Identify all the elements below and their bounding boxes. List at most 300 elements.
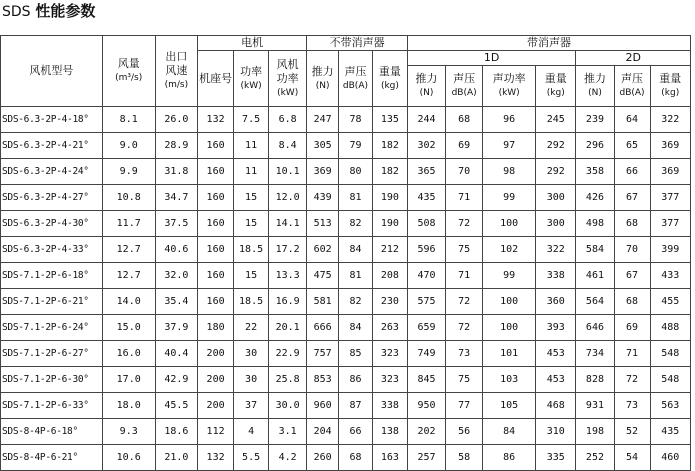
value-cell: 26.0 [155, 107, 197, 133]
value-cell: 8.4 [269, 133, 307, 159]
value-cell: 84 [339, 315, 373, 341]
value-cell: 10.1 [269, 159, 307, 185]
table-row [1, 341, 691, 367]
value-cell: 99 [483, 263, 536, 289]
value-cell: 58 [446, 445, 483, 471]
value-cell: 9.3 [102, 419, 155, 445]
model-cell: SDS-7.1-2P-6-27° [1, 341, 103, 367]
value-cell: 160 [198, 289, 234, 315]
model-cell: SDS-7.1-2P-6-21° [1, 289, 103, 315]
value-cell: 734 [576, 341, 614, 367]
value-cell: 190 [372, 211, 407, 237]
header-1d-label: 1D [483, 51, 500, 64]
value-cell: 18.5 [234, 289, 269, 315]
value-cell: 12.7 [102, 263, 155, 289]
value-cell: 9.0 [102, 133, 155, 159]
value-cell: 358 [576, 159, 614, 185]
value-cell: 310 [536, 419, 576, 445]
value-cell: 25.8 [269, 367, 307, 393]
value-cell: 32.0 [155, 263, 197, 289]
value-cell: 81 [339, 263, 373, 289]
header-power-unit: (kW) [240, 80, 262, 91]
header-1d-sound-unit: dB(A) [451, 88, 477, 98]
header-model [1, 36, 103, 107]
header-2d-weight-label: 重量 [659, 72, 682, 85]
table-row [1, 263, 691, 289]
value-cell: 602 [307, 237, 339, 263]
value-cell: 68 [614, 211, 650, 237]
value-cell: 35.4 [155, 289, 197, 315]
value-cell: 257 [407, 445, 445, 471]
value-cell: 72 [446, 211, 483, 237]
value-cell: 99 [483, 185, 536, 211]
header-with-silencer-label: 带消声器 [526, 36, 571, 49]
model-cell: SDS-7.1-2P-6-18° [1, 263, 103, 289]
header-1d-sound-power [483, 66, 536, 107]
value-cell: 208 [372, 263, 407, 289]
performance-table [0, 35, 691, 471]
value-cell: 112 [198, 419, 234, 445]
header-1d-sound [446, 66, 483, 107]
table-row [1, 211, 691, 237]
table-row [1, 159, 691, 185]
header-ns-weight [372, 51, 407, 107]
value-cell: 453 [536, 341, 576, 367]
value-cell: 323 [372, 367, 407, 393]
table-row [1, 393, 691, 419]
value-cell: 300 [536, 185, 576, 211]
header-power-label: 功率 [240, 64, 263, 78]
value-cell: 369 [307, 159, 339, 185]
header-2d-thrust-label: 推力 [583, 72, 606, 85]
value-cell: 103 [483, 367, 536, 393]
value-cell: 399 [650, 237, 690, 263]
value-cell: 68 [614, 289, 650, 315]
value-cell: 260 [307, 445, 339, 471]
value-cell: 369 [650, 133, 690, 159]
header-frame [198, 51, 234, 107]
header-2d-sound-label: 声压 [621, 72, 644, 85]
value-cell: 360 [536, 289, 576, 315]
model-cell: SDS-6.3-2P-4-21° [1, 133, 103, 159]
value-cell: 646 [576, 315, 614, 341]
value-cell: 498 [576, 211, 614, 237]
header-airflow-label: 风量 [117, 57, 140, 70]
value-cell: 81 [339, 185, 373, 211]
value-cell: 596 [407, 237, 445, 263]
header-no-silencer-label: 不带消声器 [329, 36, 385, 49]
value-cell: 548 [650, 367, 690, 393]
value-cell: 931 [576, 393, 614, 419]
header-outlet-speed-line1: 出口 [165, 50, 188, 63]
header-1d-weight-label: 重量 [544, 72, 567, 85]
header-power [234, 51, 269, 107]
value-cell: 64 [614, 107, 650, 133]
header-1d-sound-label: 声压 [453, 72, 476, 85]
value-cell: 182 [372, 133, 407, 159]
header-1d-weight [536, 66, 576, 107]
value-cell: 15.0 [102, 315, 155, 341]
value-cell: 20.1 [269, 315, 307, 341]
value-cell: 245 [536, 107, 576, 133]
value-cell: 426 [576, 185, 614, 211]
value-cell: 4 [234, 419, 269, 445]
value-cell: 11 [234, 159, 269, 185]
value-cell: 461 [576, 263, 614, 289]
value-cell: 292 [536, 133, 576, 159]
model-cell: SDS-6.3-2P-4-30° [1, 211, 103, 237]
model-cell: SDS-8-4P-6-21° [1, 445, 103, 471]
value-cell: 56 [446, 419, 483, 445]
header-1d-thrust [407, 66, 445, 107]
model-cell: SDS-6.3-2P-4-24° [1, 159, 103, 185]
value-cell: 37.9 [155, 315, 197, 341]
table-body [1, 107, 691, 471]
value-cell: 75 [446, 237, 483, 263]
page-title [2, 0, 95, 28]
value-cell: 377 [650, 185, 690, 211]
title-main: 性能参数 [35, 2, 96, 20]
header-model-label: 风机型号 [29, 64, 74, 77]
model-cell: SDS-6.3-2P-4-33° [1, 237, 103, 263]
value-cell: 323 [372, 341, 407, 367]
value-cell: 749 [407, 341, 445, 367]
header-ns-thrust-unit: (N) [315, 80, 330, 91]
value-cell: 10.8 [102, 185, 155, 211]
header-1d-sound-power-label: 声功率 [492, 72, 526, 85]
value-cell: 40.6 [155, 237, 197, 263]
value-cell: 40.4 [155, 341, 197, 367]
value-cell: 296 [576, 133, 614, 159]
value-cell: 86 [483, 445, 536, 471]
value-cell: 98 [483, 159, 536, 185]
header-ns-weight-label: 重量 [378, 64, 401, 78]
header-motor-label: 电机 [241, 36, 264, 49]
value-cell: 200 [198, 367, 234, 393]
value-cell: 453 [536, 367, 576, 393]
value-cell: 100 [483, 211, 536, 237]
value-cell: 212 [372, 237, 407, 263]
value-cell: 75 [446, 367, 483, 393]
value-cell: 66 [614, 159, 650, 185]
value-cell: 101 [483, 341, 536, 367]
model-cell: SDS-6.3-2P-4-18° [1, 107, 103, 133]
value-cell: 78 [339, 107, 373, 133]
value-cell: 377 [650, 211, 690, 237]
table-row [1, 419, 691, 445]
value-cell: 508 [407, 211, 445, 237]
header-ns-sound-unit: dB(A) [342, 80, 368, 91]
value-cell: 16.0 [102, 341, 155, 367]
value-cell: 72 [446, 315, 483, 341]
header-frame-label: 机座号 [199, 71, 233, 85]
value-cell: 13.3 [269, 263, 307, 289]
value-cell: 513 [307, 211, 339, 237]
value-cell: 433 [650, 263, 690, 289]
value-cell: 488 [650, 315, 690, 341]
value-cell: 7.5 [234, 107, 269, 133]
value-cell: 659 [407, 315, 445, 341]
value-cell: 82 [339, 289, 373, 315]
value-cell: 73 [614, 393, 650, 419]
value-cell: 230 [372, 289, 407, 315]
value-cell: 15 [234, 211, 269, 237]
table-row [1, 315, 691, 341]
value-cell: 853 [307, 367, 339, 393]
value-cell: 67 [614, 185, 650, 211]
table-row [1, 237, 691, 263]
value-cell: 338 [536, 263, 576, 289]
header-airflow [102, 36, 155, 107]
value-cell: 67 [614, 263, 650, 289]
value-cell: 180 [198, 315, 234, 341]
value-cell: 468 [536, 393, 576, 419]
value-cell: 66 [339, 419, 373, 445]
value-cell: 548 [650, 341, 690, 367]
model-cell: SDS-8-4P-6-18° [1, 419, 103, 445]
value-cell: 100 [483, 315, 536, 341]
header-ns-sound-label: 声压 [344, 64, 367, 78]
value-cell: 163 [372, 445, 407, 471]
value-cell: 247 [307, 107, 339, 133]
value-cell: 100 [483, 289, 536, 315]
value-cell: 135 [372, 107, 407, 133]
value-cell: 54 [614, 445, 650, 471]
value-cell: 84 [339, 237, 373, 263]
value-cell: 82 [339, 211, 373, 237]
header-outlet-speed-line2: 风速 [165, 64, 188, 77]
value-cell: 160 [198, 133, 234, 159]
value-cell: 77 [446, 393, 483, 419]
value-cell: 757 [307, 341, 339, 367]
value-cell: 21.0 [155, 445, 197, 471]
value-cell: 30.0 [269, 393, 307, 419]
table-row [1, 367, 691, 393]
value-cell: 252 [576, 445, 614, 471]
value-cell: 244 [407, 107, 445, 133]
value-cell: 828 [576, 367, 614, 393]
value-cell: 22 [234, 315, 269, 341]
value-cell: 239 [576, 107, 614, 133]
value-cell: 11.7 [102, 211, 155, 237]
header-1d-sound-power-unit: (kW) [498, 88, 520, 98]
value-cell: 182 [372, 159, 407, 185]
value-cell: 200 [198, 341, 234, 367]
value-cell: 28.9 [155, 133, 197, 159]
header-fan-power-unit: (kW) [277, 87, 299, 98]
value-cell: 4.2 [269, 445, 307, 471]
value-cell: 292 [536, 159, 576, 185]
value-cell: 132 [198, 445, 234, 471]
value-cell: 369 [650, 159, 690, 185]
header-1d-thrust-unit: (N) [419, 88, 434, 98]
header-with-silencer [407, 36, 690, 51]
value-cell: 30 [234, 341, 269, 367]
value-cell: 80 [339, 159, 373, 185]
value-cell: 435 [407, 185, 445, 211]
value-cell: 305 [307, 133, 339, 159]
value-cell: 335 [536, 445, 576, 471]
value-cell: 455 [650, 289, 690, 315]
value-cell: 435 [650, 419, 690, 445]
header-1d-thrust-label: 推力 [415, 72, 438, 85]
header-1d [407, 51, 575, 66]
value-cell: 17.2 [269, 237, 307, 263]
value-cell: 575 [407, 289, 445, 315]
value-cell: 42.9 [155, 367, 197, 393]
value-cell: 564 [576, 289, 614, 315]
value-cell: 960 [307, 393, 339, 419]
value-cell: 160 [198, 159, 234, 185]
value-cell: 200 [198, 393, 234, 419]
value-cell: 71 [446, 185, 483, 211]
value-cell: 9.9 [102, 159, 155, 185]
value-cell: 365 [407, 159, 445, 185]
header-fan-power-line1: 风机 [276, 57, 299, 71]
value-cell: 52 [614, 419, 650, 445]
value-cell: 68 [339, 445, 373, 471]
value-cell: 73 [446, 341, 483, 367]
value-cell: 132 [198, 107, 234, 133]
value-cell: 22.9 [269, 341, 307, 367]
value-cell: 584 [576, 237, 614, 263]
model-cell: SDS-7.1-2P-6-24° [1, 315, 103, 341]
value-cell: 72 [446, 289, 483, 315]
header-2d-sound-unit: dB(A) [619, 88, 645, 98]
value-cell: 34.7 [155, 185, 197, 211]
header-fan-power-line2: 功率 [276, 71, 299, 85]
header-ns-thrust [307, 51, 339, 107]
value-cell: 5.5 [234, 445, 269, 471]
value-cell: 138 [372, 419, 407, 445]
value-cell: 105 [483, 393, 536, 419]
value-cell: 300 [536, 211, 576, 237]
value-cell: 30 [234, 367, 269, 393]
value-cell: 79 [339, 133, 373, 159]
value-cell: 393 [536, 315, 576, 341]
value-cell: 263 [372, 315, 407, 341]
value-cell: 204 [307, 419, 339, 445]
table-row [1, 133, 691, 159]
header-ns-thrust-label: 推力 [311, 64, 334, 78]
value-cell: 37.5 [155, 211, 197, 237]
header-outlet-speed [155, 36, 197, 107]
model-cell: SDS-7.1-2P-6-33° [1, 393, 103, 419]
value-cell: 69 [614, 315, 650, 341]
value-cell: 31.8 [155, 159, 197, 185]
value-cell: 563 [650, 393, 690, 419]
value-cell: 14.0 [102, 289, 155, 315]
value-cell: 96 [483, 107, 536, 133]
value-cell: 68 [446, 107, 483, 133]
value-cell: 72 [614, 367, 650, 393]
value-cell: 15 [234, 185, 269, 211]
value-cell: 160 [198, 185, 234, 211]
model-cell: SDS-6.3-2P-4-27° [1, 185, 103, 211]
table-row [1, 289, 691, 315]
value-cell: 6.8 [269, 107, 307, 133]
value-cell: 439 [307, 185, 339, 211]
value-cell: 302 [407, 133, 445, 159]
value-cell: 160 [198, 237, 234, 263]
value-cell: 190 [372, 185, 407, 211]
header-ns-weight-unit: (kg) [380, 80, 399, 91]
value-cell: 3.1 [269, 419, 307, 445]
value-cell: 10.6 [102, 445, 155, 471]
header-row-1 [1, 36, 691, 51]
header-ns-sound [339, 51, 373, 107]
value-cell: 86 [339, 367, 373, 393]
value-cell: 12.7 [102, 237, 155, 263]
value-cell: 8.1 [102, 107, 155, 133]
value-cell: 11 [234, 133, 269, 159]
table-row [1, 445, 691, 471]
value-cell: 338 [372, 393, 407, 419]
header-1d-weight-unit: (kg) [546, 88, 565, 98]
header-2d-weight [650, 66, 690, 107]
value-cell: 470 [407, 263, 445, 289]
value-cell: 581 [307, 289, 339, 315]
value-cell: 322 [650, 107, 690, 133]
title-code: SDS [2, 4, 31, 20]
value-cell: 475 [307, 263, 339, 289]
header-outlet-speed-unit: (m/s) [164, 80, 189, 90]
value-cell: 666 [307, 315, 339, 341]
value-cell: 460 [650, 445, 690, 471]
value-cell: 950 [407, 393, 445, 419]
value-cell: 45.5 [155, 393, 197, 419]
value-cell: 70 [446, 159, 483, 185]
value-cell: 202 [407, 419, 445, 445]
header-2d-weight-unit: (kg) [661, 88, 680, 98]
value-cell: 85 [339, 341, 373, 367]
value-cell: 16.9 [269, 289, 307, 315]
value-cell: 87 [339, 393, 373, 419]
value-cell: 71 [614, 341, 650, 367]
value-cell: 37 [234, 393, 269, 419]
table-row [1, 185, 691, 211]
value-cell: 65 [614, 133, 650, 159]
value-cell: 160 [198, 211, 234, 237]
value-cell: 18.6 [155, 419, 197, 445]
value-cell: 97 [483, 133, 536, 159]
header-airflow-unit: (m³/s) [115, 73, 143, 83]
header-no-silencer [307, 36, 408, 51]
value-cell: 12.0 [269, 185, 307, 211]
header-2d-thrust-unit: (N) [588, 88, 602, 98]
header-2d [576, 51, 691, 66]
value-cell: 84 [483, 419, 536, 445]
value-cell: 14.1 [269, 211, 307, 237]
value-cell: 70 [614, 237, 650, 263]
model-cell: SDS-7.1-2P-6-30° [1, 367, 103, 393]
header-2d-label: 2D [625, 51, 641, 64]
value-cell: 18.0 [102, 393, 155, 419]
header-fan-power [269, 51, 307, 107]
value-cell: 102 [483, 237, 536, 263]
header-motor [198, 36, 307, 51]
header-2d-thrust [576, 66, 614, 107]
value-cell: 322 [536, 237, 576, 263]
table-row [1, 107, 691, 133]
value-cell: 845 [407, 367, 445, 393]
value-cell: 15 [234, 263, 269, 289]
value-cell: 69 [446, 133, 483, 159]
value-cell: 198 [576, 419, 614, 445]
value-cell: 160 [198, 263, 234, 289]
value-cell: 17.0 [102, 367, 155, 393]
header-2d-sound [614, 66, 650, 107]
